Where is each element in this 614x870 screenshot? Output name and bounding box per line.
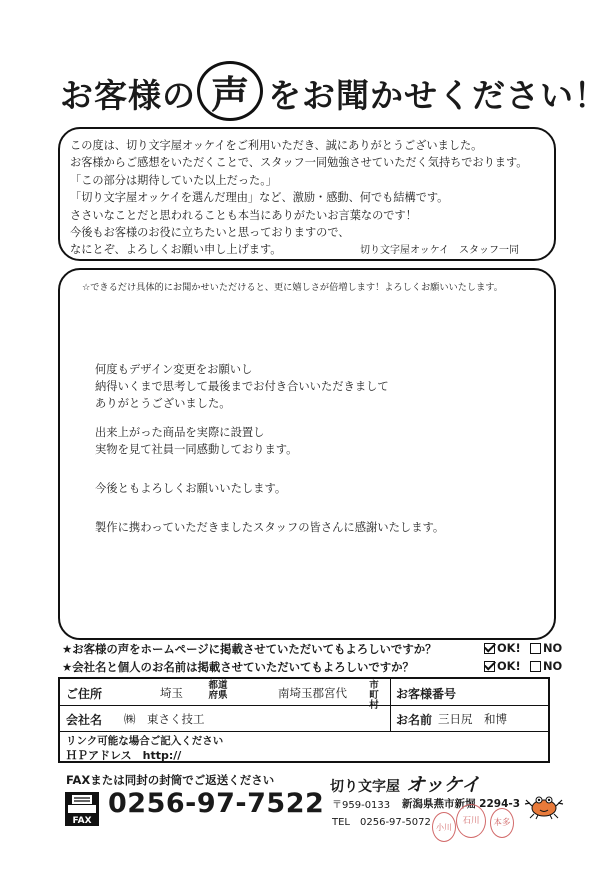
brand-name: オッケイ xyxy=(406,774,481,796)
postal-code: 〒959-0133 xyxy=(332,800,391,811)
seal-stamp: 小川 xyxy=(432,812,456,842)
company-tel: TEL 0256-97-5072 xyxy=(332,817,431,828)
voice-note: ☆できるだけ具体的にお聞かせいただけると、更に嬉しさが倍増します！よろしくお願いいたします。 xyxy=(82,282,503,293)
check-icon[interactable] xyxy=(484,661,495,672)
fax-machine-icon xyxy=(64,791,100,827)
customer-number-label: お客様番号 xyxy=(396,687,457,701)
company-label: 会社名 xyxy=(66,713,103,727)
intro-line: 今後もお客様のお役に立ちたいと思っておりますので、 xyxy=(70,225,350,239)
intro-line: なにとぞ、よろしくお願い申し上げます。 xyxy=(70,243,282,257)
customer-form xyxy=(58,677,550,763)
consent-question-website: ★お客様の声をホームページに掲載させていただいてもよろしいですか？ xyxy=(62,642,437,656)
hp-address-label: ＨＰアドレス http:// xyxy=(66,749,182,762)
comment-line: 納得いくまで思考して最後までお付き合いいただきまして xyxy=(95,380,389,393)
link-note: リンク可能な場合ご記入ください xyxy=(66,735,224,747)
seal-stamp: 本多 xyxy=(490,808,514,838)
crab-mascot-icon xyxy=(524,790,564,820)
comment-line: 今後ともよろしくお願いいたします。 xyxy=(95,482,287,495)
fax-icon-label: FAX xyxy=(72,816,92,826)
intro-line: 「切り文字屋オッケイを選んだ理由」など、激励・感動、何でも結構です。 xyxy=(70,191,449,205)
address-label: ご住所 xyxy=(66,687,103,701)
brand-prefix: 切り文字屋 xyxy=(330,779,400,795)
title-before: お客様の xyxy=(60,76,196,115)
comment-line: 製作に携わっていただきましたスタッフの皆さんに感謝いたします。 xyxy=(95,521,445,534)
page-title xyxy=(0,60,614,124)
checkbox[interactable] xyxy=(530,643,541,654)
intro-line: お客様からご感想をいただくことで、スタッフ一同勉強させていただく気持ちでおります。 xyxy=(70,156,528,170)
intro-line: この度は、切り文字屋オッケイをご利用いただき、誠にありがとうございました。 xyxy=(70,139,483,152)
fax-caption: FAXまたは同封の封筒でご返送ください xyxy=(66,773,275,787)
city-field[interactable]: 南埼玉郡宮代 xyxy=(278,686,347,700)
comment-line: 出来上がった商品を実際に設置し xyxy=(95,426,265,439)
title-circled-char: 声 xyxy=(197,61,263,121)
city-suffix: 市町村 xyxy=(369,680,379,711)
fax-number: 0256-97-7522 xyxy=(108,788,325,819)
intro-line: 「この部分は期待していた以上だった。」 xyxy=(70,173,277,187)
check-icon[interactable] xyxy=(484,643,495,654)
title-after: をお聞かせください！ xyxy=(268,76,608,115)
comment-line: 何度もデザイン変更をお願いし xyxy=(95,363,253,376)
comment-line: ありがとうございました。 xyxy=(95,397,231,410)
customer-comment xyxy=(95,361,444,536)
company-address: 新潟県燕市新堀 2294-3 xyxy=(402,798,521,810)
consent-question-names: ★会社名と個人のお名前は掲載させていただいてもよろしいですか？ xyxy=(62,660,414,674)
prefecture-field[interactable]: 埼玉 xyxy=(160,686,183,700)
prefecture-suffix: 都道府県 xyxy=(208,680,228,701)
consent-names-ok[interactable]: OK! xyxy=(484,659,521,673)
checkbox[interactable] xyxy=(530,661,541,672)
company-field[interactable]: ㈱ 東さく技工 xyxy=(124,712,205,726)
consent-website-ok[interactable]: OK! xyxy=(484,641,521,655)
name-field[interactable]: 三日尻 和博 xyxy=(438,712,507,726)
brand-logo xyxy=(330,770,480,797)
intro-signature: 切り文字屋オッケイ スタッフ一同 xyxy=(360,245,519,256)
intro-line: ささいなことだと思われることも本当にありがたいお言葉なのです！ xyxy=(70,208,417,222)
comment-line: 実物を見て社員一同感動しております。 xyxy=(95,443,298,456)
consent-names-no[interactable]: NO xyxy=(530,659,562,673)
name-label: お名前 xyxy=(396,713,433,727)
seal-stamp: 石川 xyxy=(456,804,486,838)
consent-website-no[interactable]: NO xyxy=(530,641,562,655)
